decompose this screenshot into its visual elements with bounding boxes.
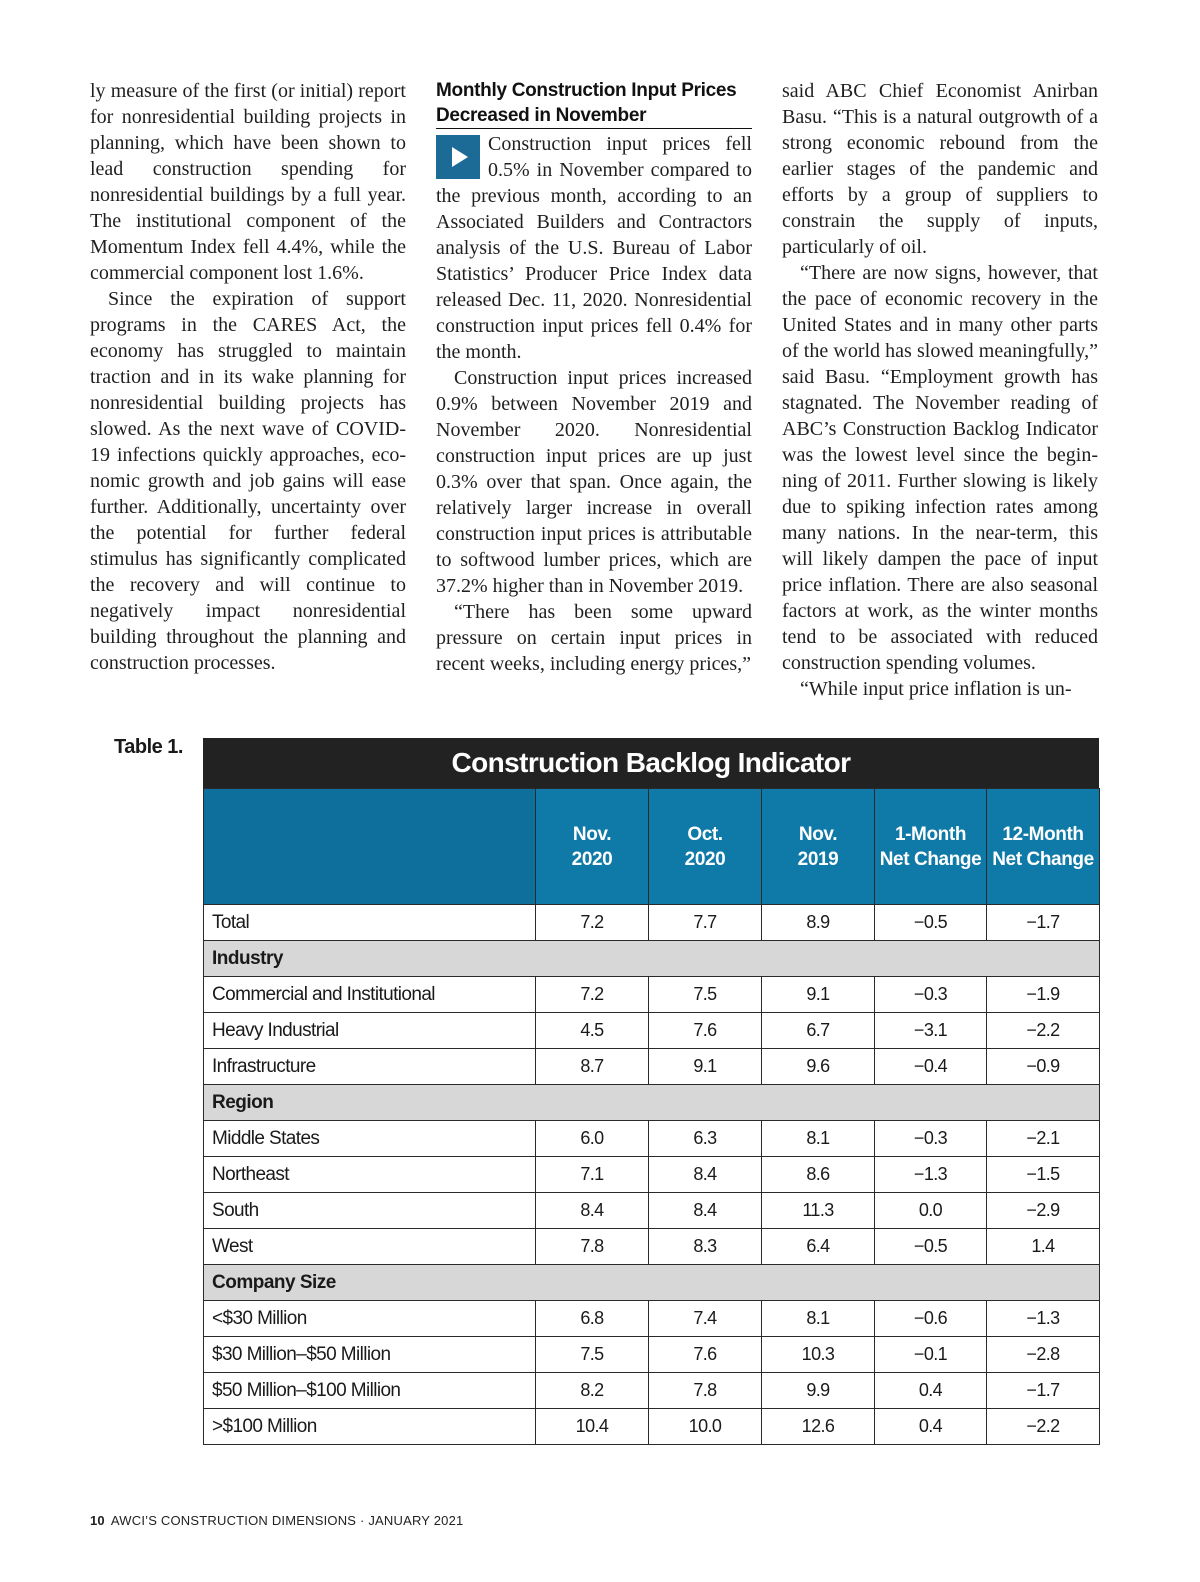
table-cell: 8.4 (649, 1157, 762, 1193)
column-header: Oct. 2020 (649, 789, 762, 905)
table-cell: 7.2 (536, 905, 649, 941)
table-cell: 7.8 (649, 1373, 762, 1409)
table-cell: 7.1 (536, 1157, 649, 1193)
table-cell: 10.0 (649, 1409, 762, 1445)
table-cell: 10.3 (762, 1337, 875, 1373)
row-label: South (204, 1193, 536, 1229)
table-cell: 7.6 (649, 1013, 762, 1049)
table-cell: −2.2 (987, 1013, 1100, 1049)
table-cell: −1.7 (987, 905, 1100, 941)
table-header-row (204, 789, 1100, 905)
paragraph: Construction input prices fell 0.5% in November compared to the previous month, according to an Associated Builders and Contractors analysis of the U.S. Bureau of Labor Statistics’ Producer Price Index data released Dec. 11, 2020. Nonresidential construction input prices fell 0.4% for the month. (436, 133, 752, 363)
table-cell: 4.5 (536, 1013, 649, 1049)
row-label: Total (204, 905, 536, 941)
table-row (204, 1229, 1100, 1265)
page-footer (90, 1513, 463, 1528)
section-heading: Monthly Construction Input Prices Decreased in November (436, 78, 752, 129)
table-cell: 8.4 (536, 1193, 649, 1229)
table-cell: 9.1 (762, 977, 875, 1013)
table-group-row (204, 1265, 1100, 1301)
table-cell: −1.5 (987, 1157, 1100, 1193)
table-title: Construction Backlog Indicator (203, 738, 1099, 788)
table-cell: 8.2 (536, 1373, 649, 1409)
table-cell: −1.3 (875, 1157, 987, 1193)
paragraph: “There has been some upward pressure on certain input prices in recent weeks, including energy prices,” (436, 601, 752, 675)
table-cell: 6.7 (762, 1013, 875, 1049)
table-group-row (204, 941, 1100, 977)
backlog-table (203, 738, 1099, 1445)
group-label: Company Size (204, 1265, 1100, 1301)
table-group-row (204, 1085, 1100, 1121)
table-row (204, 977, 1100, 1013)
table-cell: 6.8 (536, 1301, 649, 1337)
table-row (204, 1193, 1100, 1229)
row-label: Northeast (204, 1157, 536, 1193)
row-label: Heavy Industrial (204, 1013, 536, 1049)
column-header: 1-Month Net Change (875, 789, 987, 905)
column-header: Nov. 2020 (536, 789, 649, 905)
row-label: West (204, 1229, 536, 1265)
table-caption: Table 1. (114, 736, 183, 758)
table-cell: 8.9 (762, 905, 875, 941)
table-cell: −0.1 (875, 1337, 987, 1373)
row-label: Commercial and Institutional (204, 977, 536, 1013)
table-cell: 7.2 (536, 977, 649, 1013)
table-cell: −0.9 (987, 1049, 1100, 1085)
table-cell: −2.9 (987, 1193, 1100, 1229)
table-cell: 8.3 (649, 1229, 762, 1265)
table-cell: −0.4 (875, 1049, 987, 1085)
table-cell: 7.8 (536, 1229, 649, 1265)
table-cell: 7.4 (649, 1301, 762, 1337)
article-column-1 (90, 78, 406, 676)
table-row (204, 1157, 1100, 1193)
paragraph: said ABC Chief Economist Anirban Basu. “This is a natural outgrowth of a strong economic rebound from the earlier stages of the pandemic and efforts by a group of suppliers to constrain the supply of inputs, particularly of oil. (782, 80, 1098, 258)
group-label: Region (204, 1085, 1100, 1121)
paragraph: Construction input prices increased 0.9% between November 2019 and November 2020. Nonresidential construction input prices are up just 0.3% over that span. Once again, the relatively larger increase in overall construction input prices is attributable to softwood lumber prices, which are 37.2% higher than in November 2019. (436, 367, 752, 597)
table-cell: 10.4 (536, 1409, 649, 1445)
table-cell: −1.9 (987, 977, 1100, 1013)
table-cell: 7.6 (649, 1337, 762, 1373)
paragraph: Since the expiration of support programs in the CARES Act, the economy has struggled to maintain traction and in its wake planning for nonresidential building projects has slowed. As the next wave of COVID-19 infections quickly approaches, economic growth and job gains will ease further. Additionally, uncertainty over the potential for further federal stimulus has significantly complicated the recovery and will continue to negatively impact nonresidential building throughout the planning and construction processes. (90, 288, 406, 674)
table-cell: 7.7 (649, 905, 762, 941)
row-label: Infrastructure (204, 1049, 536, 1085)
table-cell: 9.1 (649, 1049, 762, 1085)
table-cell: 8.1 (762, 1301, 875, 1337)
row-label: $30 Million–$50 Million (204, 1337, 536, 1373)
article-column-2 (436, 78, 752, 677)
table-row (204, 1409, 1100, 1445)
table-cell: 12.6 (762, 1409, 875, 1445)
table-cell: 9.6 (762, 1049, 875, 1085)
table-cell: 0.4 (875, 1409, 987, 1445)
table-row (204, 1337, 1100, 1373)
table-cell: −0.5 (875, 1229, 987, 1265)
paragraph: ly measure of the first (or initial) report for nonresidential building projects in planning, which have been shown to lead construction spending for nonresidential buildings by a full year. The institutional component of the Momentum Index fell 4.4%, while the commercial component lost 1.6%. (90, 80, 406, 284)
table-cell: 8.1 (762, 1121, 875, 1157)
group-label: Industry (204, 941, 1100, 977)
table-cell: 6.0 (536, 1121, 649, 1157)
table-row (204, 1373, 1100, 1409)
table-cell: 6.4 (762, 1229, 875, 1265)
table-cell: 11.3 (762, 1193, 875, 1229)
table-cell: 7.5 (649, 977, 762, 1013)
row-label: <$30 Million (204, 1301, 536, 1337)
table-cell: 1.4 (987, 1229, 1100, 1265)
header-blank (204, 789, 536, 905)
table-cell: 9.9 (762, 1373, 875, 1409)
table-cell: −2.2 (987, 1409, 1100, 1445)
paragraph: “While input price inflation is un- (800, 678, 1072, 700)
table-cell: 0.0 (875, 1193, 987, 1229)
table-cell: −1.7 (987, 1373, 1100, 1409)
table-row (204, 1049, 1100, 1085)
table-cell: 0.4 (875, 1373, 987, 1409)
column-header: Nov. 2019 (762, 789, 875, 905)
row-label: Middle States (204, 1121, 536, 1157)
table-cell: −2.1 (987, 1121, 1100, 1157)
table-cell: 6.3 (649, 1121, 762, 1157)
table-cell: −0.3 (875, 977, 987, 1013)
article-column-3 (782, 78, 1098, 702)
table-cell: 8.4 (649, 1193, 762, 1229)
data-table (203, 788, 1100, 1445)
table-cell: 8.6 (762, 1157, 875, 1193)
row-label: $50 Million–$100 Million (204, 1373, 536, 1409)
paragraph: “There are now signs, however, that the pace of economic recovery in the United States and in many other parts of the world has slowed meaningfully,” said Basu. “Employment growth has stagnated. The November reading of ABC’s Construction Backlog Indicator was the lowest level since the beginning of 2011. Further slowing is likely due to spiking infection rates among many nations. In the near-term, this will likely dampen the pace of input price inflation. There are also seasonal factors at work, as the winter months tend to be associated with reduced construction spending volumes. (782, 262, 1098, 674)
table-row (204, 1301, 1100, 1337)
publication-name: AWCI’S CONSTRUCTION DIMENSIONS · JANUARY 2021 (110, 1513, 464, 1528)
table-cell: −0.5 (875, 905, 987, 941)
page-number: 10 (90, 1513, 105, 1528)
table-cell: 7.5 (536, 1337, 649, 1373)
table-cell: −0.6 (875, 1301, 987, 1337)
table-row (204, 1013, 1100, 1049)
table-cell: −3.1 (875, 1013, 987, 1049)
play-arrow-icon (436, 135, 480, 179)
table-cell: −1.3 (987, 1301, 1100, 1337)
column-header: 12-Month Net Change (987, 789, 1100, 905)
table-row (204, 1121, 1100, 1157)
table-cell: −2.8 (987, 1337, 1100, 1373)
table-row (204, 905, 1100, 941)
table-cell: 8.7 (536, 1049, 649, 1085)
row-label: >$100 Million (204, 1409, 536, 1445)
table-cell: −0.3 (875, 1121, 987, 1157)
